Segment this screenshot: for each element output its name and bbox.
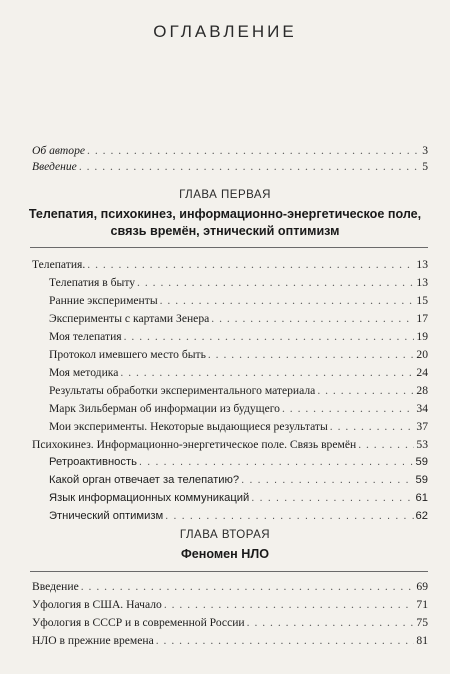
toc-leader-dots: [330, 419, 415, 434]
chapter-1-title-line1: Телепатия, психокинез, информационно-энергетическое поле,: [28, 207, 422, 221]
chapter-2-label: ГЛАВА ВТОРАЯ: [179, 529, 271, 541]
toc-entry-title: Мои эксперименты. Некоторые выдающиеся результаты: [49, 420, 328, 433]
toc-leader-dots: [139, 455, 414, 470]
toc-entry-page: 15: [416, 294, 428, 307]
toc-entry-page: 34: [416, 402, 428, 415]
toc-leader-dots: [81, 579, 415, 594]
toc-entry-title: Введение: [32, 160, 77, 173]
toc-entry-page: 53: [416, 438, 428, 451]
toc-entry-page: 5: [422, 160, 428, 173]
toc-leader-dots: [160, 293, 415, 308]
toc-entry[interactable]: [32, 257, 428, 272]
toc-entry[interactable]: [32, 597, 428, 612]
toc-entry-about-author[interactable]: [32, 143, 428, 158]
toc-entry-title: Телепатия.: [32, 258, 86, 271]
toc-leader-dots: [120, 365, 414, 380]
chapter-2-divider: [30, 571, 428, 572]
toc-entry-page: 69: [416, 580, 428, 593]
toc-subentry[interactable]: [49, 275, 428, 290]
toc-leader-dots: [124, 329, 415, 344]
toc-entry-title: Введение: [32, 580, 79, 593]
toc-leader-dots: [164, 597, 415, 612]
toc-entry-title: Марк Зильберман об информации из будущего: [49, 402, 280, 415]
toc-entry-title: Какой орган отвечает за телепатию?: [49, 474, 240, 486]
toc-entry-title: Ранние эксперименты: [49, 294, 158, 307]
toc-leader-dots: [156, 633, 415, 648]
toc-subentry[interactable]: [49, 509, 428, 524]
chapter-1-divider: [30, 247, 428, 248]
toc-subentry[interactable]: [49, 347, 428, 362]
toc-entry-title: Моя методика: [49, 366, 119, 379]
toc-entry-page: 3: [422, 144, 428, 157]
toc-entry-title: Протокол имевшего место быть: [49, 348, 206, 361]
toc-entry-page: 13: [416, 258, 428, 271]
toc-entry-title: Телепатия в быту: [49, 276, 136, 289]
toc-entry-introduction[interactable]: [32, 159, 428, 174]
toc-leader-dots: [208, 347, 415, 362]
toc-entry-page: 81: [416, 634, 428, 647]
toc-entry-page: 71: [416, 598, 428, 611]
toc-entry-title: Язык информационных коммуникаций: [49, 492, 250, 504]
toc-subentry[interactable]: [49, 365, 428, 380]
toc-entry-page: 28: [416, 384, 428, 397]
toc-subentry[interactable]: [49, 419, 428, 434]
toc-subentry[interactable]: [49, 329, 428, 344]
toc-entry[interactable]: [32, 615, 428, 630]
toc-leader-dots: [87, 257, 414, 272]
toc-leader-dots: [241, 473, 413, 488]
toc-entry-title: НЛО в прежние времена: [32, 634, 154, 647]
toc-entry-title: Эксперименты с картами Зенера: [49, 312, 210, 325]
toc-subentry[interactable]: [49, 401, 428, 416]
toc-entry-page: 13: [416, 276, 428, 289]
toc-entry-page: 37: [416, 420, 428, 433]
toc-entry-page: 61: [415, 492, 428, 504]
toc-subentry[interactable]: [49, 455, 428, 470]
toc-leader-dots: [79, 159, 420, 174]
toc-entry[interactable]: [32, 437, 428, 452]
toc-leader-dots: [247, 615, 415, 630]
toc-entry-page: 59: [415, 474, 428, 486]
toc-entry-page: 75: [416, 616, 428, 629]
toc-entry-page: 20: [416, 348, 428, 361]
toc-entry-title: Ретроактивность: [49, 456, 137, 468]
toc-entry-title: Моя телепатия: [49, 330, 122, 343]
toc-leader-dots: [165, 509, 413, 524]
toc-leader-dots: [317, 383, 414, 398]
toc-leader-dots: [211, 311, 414, 326]
toc-leader-dots: [251, 491, 413, 506]
toc-entry-page: 62: [415, 510, 428, 522]
toc-leader-dots: [87, 143, 420, 158]
toc-subentry[interactable]: [49, 293, 428, 308]
toc-entry-title: Уфология в СССР и в современной России: [32, 616, 245, 629]
toc-leader-dots: [137, 275, 414, 290]
toc-subentry[interactable]: [49, 473, 428, 488]
chapter-1-title-line2: связь времён, этнический оптимизм: [110, 224, 340, 238]
toc-subentry[interactable]: [49, 311, 428, 326]
toc-leader-dots: [358, 437, 414, 452]
chapter-1-label: ГЛАВА ПЕРВАЯ: [179, 189, 271, 201]
toc-entry-title: Этнический оптимизм: [49, 510, 164, 522]
toc-entry-page: 59: [415, 456, 428, 468]
toc-entry-title: Об авторе: [32, 144, 86, 157]
toc-entry-title: Психокинез. Информационно-энергетическое поле. Связь времён: [32, 438, 357, 451]
toc-entry-page: 19: [416, 330, 428, 343]
toc-entry-page: 24: [416, 366, 428, 379]
toc-entry-title: Результаты обработки экспериментального материала: [49, 384, 316, 397]
toc-entry-page: 17: [416, 312, 428, 325]
toc-subentry[interactable]: [49, 491, 428, 506]
toc-subentry[interactable]: [49, 383, 428, 398]
toc-entry-title: Уфология в США. Начало: [32, 598, 162, 611]
toc-entry[interactable]: [32, 633, 428, 648]
chapter-2-title: Феномен НЛО: [180, 547, 270, 561]
page-title: ОГЛАВЛЕНИЕ: [153, 22, 297, 41]
toc-leader-dots: [282, 401, 414, 416]
toc-entry[interactable]: [32, 579, 428, 594]
